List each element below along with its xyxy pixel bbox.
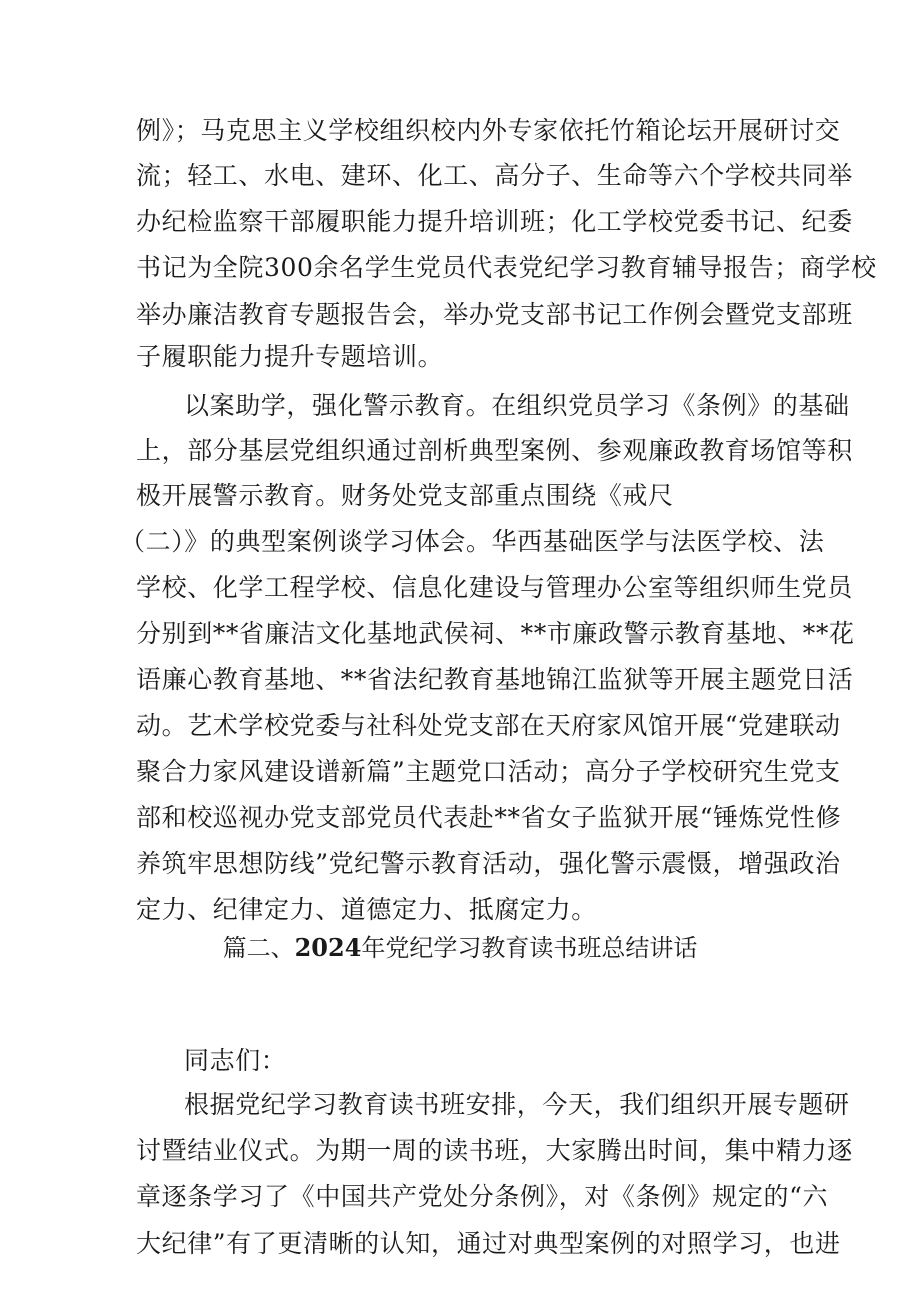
paragraph-line: 讨暨结业仪式。为期一周的读书班，大家腾出时间，集中精力逐 xyxy=(136,1136,853,1165)
paragraph-line: 语廉心教育基地、**省法纪教育基地锦江监狱等开展主题党日活 xyxy=(136,665,854,694)
salutation: 同志们： xyxy=(184,1046,287,1075)
paragraph-line: 例》；马克思主义学校组织校内外专家依托竹箱论坛开展研讨交 xyxy=(136,116,841,145)
paragraph-line: 定力、纪律定力、道德定力、抵腐定力。 xyxy=(136,895,597,924)
paragraph-line: 分别到**省廉洁文化基地武侯祠、**市廉政警示教育基地、**花 xyxy=(136,619,855,648)
paragraph-line: 书记为全院300余名学生党员代表党纪学习教育辅导报告；商学校 xyxy=(136,253,877,282)
paragraph-line: 动。艺术学校党委与社科处党支部在天府家风馆开展“党建联动 xyxy=(136,711,841,740)
paragraph-line: 部和校巡视办党支部党员代表赴**省女子监狱开展“锤炼党性修 xyxy=(136,803,842,832)
paragraph-line: 举办廉洁教育专题报告会，举办党支部书记工作例会暨党支部班 xyxy=(136,300,853,329)
paragraph-line: 上，部分基层党组织通过剖析典型案例、参观廉政教育场馆等积 xyxy=(136,436,853,465)
paragraph-line: 子履职能力提升专题培训。 xyxy=(136,342,444,371)
paragraph-line: 以案助学，强化警示教育。在组织党员学习《条例》的基础 xyxy=(184,391,850,420)
paragraph-line: 办纪检监察干部履职能力提升培训班；化工学校党委书记、纪委 xyxy=(136,207,853,236)
paragraph-line: 根据党纪学习教育读书班安排，今天，我们组织开展专题研 xyxy=(184,1090,850,1119)
section-title-prefix: 篇二、 xyxy=(222,934,295,962)
paragraph-line: 大纪律”有了更清晰的认知，通过对典型案例的对照学习，也进 xyxy=(136,1229,841,1258)
paragraph-line: 聚合力家风建设谱新篇”主题党口活动；高分子学校研究生党支 xyxy=(136,757,841,786)
section-title-year: 2024 xyxy=(294,933,362,962)
section-title-suffix: 年党纪学习教育读书班总结讲话 xyxy=(361,934,698,962)
section-title xyxy=(0,931,920,965)
paragraph-line: 章逐条学习了《中国共产党处分条例》，对《条例》规定的“六 xyxy=(136,1182,829,1211)
paragraph-line: 养筑牢思想防线”党纪警示教育活动，强化警示震慑，增强政治 xyxy=(136,849,841,878)
paragraph-line: 极开展警示教育。财务处党支部重点围绕《戒尺 xyxy=(136,481,674,510)
paragraph-line: （二）》的典型案例谈学习体会。华西基础医学与法医学校、法 xyxy=(120,527,825,556)
paragraph-line: 流；轻工、水电、建环、化工、高分子、生命等六个学校共同举 xyxy=(136,161,853,190)
paragraph-line: 学校、化学工程学校、信息化建设与管理办公室等组织师生党员 xyxy=(136,573,853,602)
